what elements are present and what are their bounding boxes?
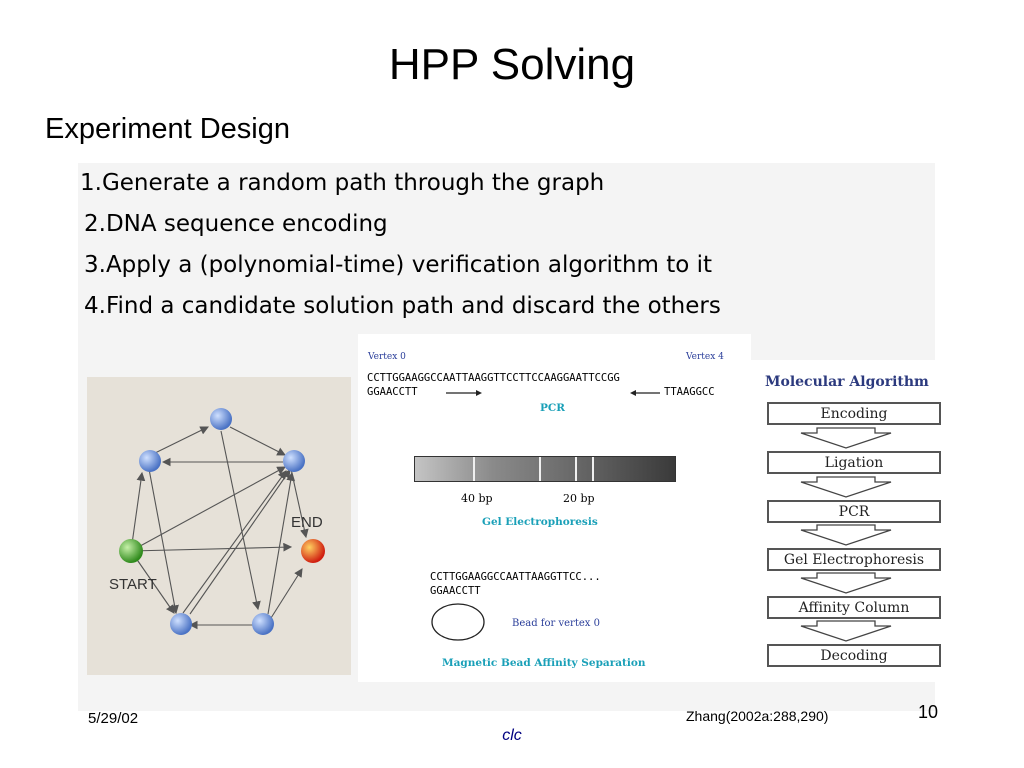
flow-arrow <box>801 525 891 545</box>
graph-edge <box>131 467 285 551</box>
graph-edge <box>230 427 285 455</box>
graph-edge <box>151 427 208 455</box>
steps-list <box>80 167 721 331</box>
footer-reference: Zhang(2002a:288,290) <box>686 708 829 724</box>
pcr-label: PCR <box>540 402 565 414</box>
algorithm-step: Gel Electrophoresis <box>767 548 941 571</box>
page-number: 10 <box>918 702 939 722</box>
algorithm-step: PCR <box>767 500 941 523</box>
algorithm-step: Affinity Column <box>767 596 941 619</box>
step-item: 4.Find a candidate solution path and discard the others <box>84 293 721 319</box>
hamiltonian-graph-figure <box>87 377 351 675</box>
footer-date: 5/29/02 <box>88 710 139 727</box>
graph-node-end <box>301 539 325 563</box>
graph-edge <box>131 547 291 551</box>
algorithm-step: Ligation <box>767 451 941 474</box>
vertex-left-label: Vertex 0 <box>368 352 406 362</box>
step-item: 2.DNA sequence encoding <box>84 211 388 237</box>
bp-20-label: 20 bp <box>563 492 595 505</box>
graph-node <box>170 613 192 635</box>
graph-edge <box>221 431 258 609</box>
graph-node <box>252 613 274 635</box>
graph-node <box>210 408 232 430</box>
bead-label: Bead for vertex 0 <box>512 618 600 629</box>
algorithm-step: Decoding <box>767 644 941 667</box>
flow-arrow <box>801 477 891 497</box>
graph-edge <box>271 569 302 618</box>
pcr-gel-figure <box>358 334 751 682</box>
bead-sequence-bottom: GGAACCTT <box>430 585 481 597</box>
molecular-algorithm-figure <box>751 360 947 682</box>
slide-title: HPP Solving <box>388 40 636 89</box>
vertex-right-label: Vertex 4 <box>686 352 724 362</box>
algorithm-title: Molecular Algorithm <box>765 374 929 390</box>
gel-band <box>414 456 676 482</box>
graph-edge <box>268 473 292 614</box>
flow-arrow <box>801 428 891 448</box>
bp-40-label: 40 bp <box>461 492 493 505</box>
graph-edge <box>183 471 286 613</box>
dna-sequence-top: CCTTGGAAGGCCAATTAAGGTTCCTTCCAAGGAATTCCGG <box>367 372 620 384</box>
step-item: 3.Apply a (polynomial-time) verification algorithm to it <box>84 252 713 278</box>
slide-subtitle: Experiment Design <box>45 113 290 145</box>
magnetic-separation-label: Magnetic Bead Affinity Separation <box>442 657 646 669</box>
dna-primer-right: TTAAGGCC <box>664 386 715 398</box>
algorithm-arrows <box>751 360 947 682</box>
flow-arrow <box>801 573 891 593</box>
bead-sequence-top: CCTTGGAAGGCCAATTAAGGTTCC... <box>430 571 601 583</box>
graph-node <box>283 450 305 472</box>
step-item: 1.Generate a random path through the graph <box>80 170 605 196</box>
footer-center-text: clc <box>502 727 522 744</box>
graph-svg <box>87 377 351 675</box>
algorithm-step: Encoding <box>767 402 941 425</box>
primer-arrows <box>358 334 751 454</box>
dna-primer-left: GGAACCTT <box>367 386 418 398</box>
graph-node-start <box>119 539 143 563</box>
graph-node <box>139 450 161 472</box>
end-label: END <box>291 514 323 531</box>
start-label: START <box>109 576 157 593</box>
magnetic-bead <box>428 596 488 644</box>
flow-arrow <box>801 621 891 641</box>
gel-electrophoresis-label: Gel Electrophoresis <box>482 516 598 528</box>
